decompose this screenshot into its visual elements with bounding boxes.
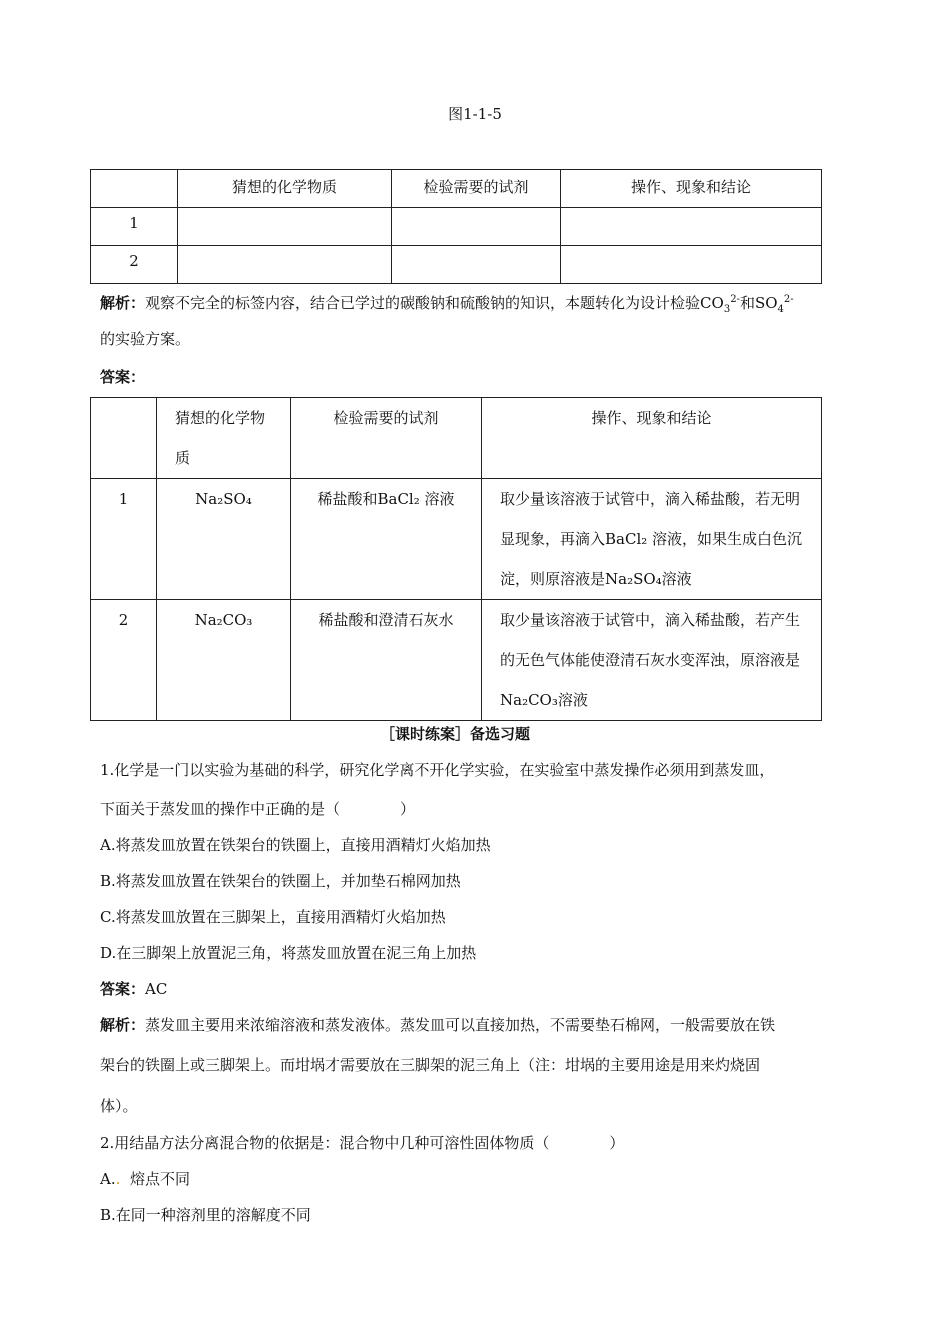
answer-label: 答案： (100, 368, 146, 386)
table-header-cell (91, 170, 178, 208)
option-c: C.将蒸发皿放置在三脚架上，直接用酒精灯火焰加热 (100, 908, 446, 926)
table-header-row (91, 398, 822, 479)
table-header-cell: 检验需要的试剂 (291, 398, 482, 479)
option-b: B.将蒸发皿放置在铁架台的铁圈上，并加垫石棉网加热 (100, 872, 461, 890)
question-1-stem-cont: 下面关于蒸发皿的操作中正确的是（ ） (100, 800, 416, 818)
table-header-row (91, 170, 822, 208)
question-1-analysis: 解析：蒸发皿主要用来浓缩溶液和蒸发液体。蒸发皿可以直接加热，不需要垫石棉网，一般需要放在铁 (100, 1016, 776, 1034)
table-cell: 取少量该溶液于试管中，滴入稀盐酸，若产生的无色气体能使澄清石灰水变浑浊，原溶液是Na₂CO₃溶液 (482, 600, 822, 721)
question-1-analysis-end: 体）。 (100, 1097, 138, 1115)
question-1-answer: 答案：AC (100, 980, 168, 998)
question-1-analysis-cont: 架台的铁圈上或三脚架上。而坩埚才需要放在三脚架的泥三角上（注：坩埚的主要用途是用来灼烧固 (100, 1056, 761, 1074)
analysis-text: 观察不完全的标签内容，结合已学过的碳酸钠和硫酸钠的知识，本题转化为设计检验 (145, 294, 701, 312)
table-row (91, 479, 822, 600)
table-cell: 稀盐酸和BaCl₂ 溶液 (291, 479, 482, 600)
option-a: A.将蒸发皿放置在铁架台的铁圈上，直接用酒精灯火焰加热 (100, 836, 491, 854)
table-row (91, 208, 822, 246)
option-d: D.在三脚架上放置泥三角，将蒸发皿放置在泥三角上加热 (100, 944, 477, 962)
question-2-stem: 2.用结晶方法分离混合物的依据是：混合物中几种可溶性固体物质（ ） (100, 1134, 625, 1152)
table-cell (178, 246, 392, 284)
table-cell: Na₂CO₃ (157, 600, 291, 721)
table-cell (178, 208, 392, 246)
table-cell (561, 246, 822, 284)
table-row (91, 246, 822, 284)
table-header-cell: 操作、现象和结论 (561, 170, 822, 208)
sulfate-ion: $SO_4^{2-}$ (754, 294, 794, 315)
table-cell (561, 208, 822, 246)
table-header-cell: 操作、现象和结论 (482, 398, 822, 479)
table-cell: 2 (91, 600, 157, 721)
table-header-cell: 猜想的化学物质 (157, 398, 291, 479)
table-cell: 1 (91, 208, 178, 246)
section-title: ［课时练案］备选习题 (379, 725, 530, 743)
table-header-cell (91, 398, 157, 479)
analysis-continuation: 的实验方案。 (100, 330, 191, 348)
table-header-cell: 检验需要的试剂 (392, 170, 561, 208)
table-row (91, 600, 822, 721)
table-cell: 2 (91, 246, 178, 284)
table-cell: Na₂SO₄ (157, 479, 291, 600)
blank-experiment-table (90, 169, 822, 284)
answer-table (90, 397, 822, 721)
option-b: B.在同一种溶剂里的溶解度不同 (100, 1206, 311, 1224)
question-1-stem: 1.化学是一门以实验为基础的科学，研究化学离不开化学实验，在实验室中蒸发操作必须用到蒸发皿， (100, 761, 775, 779)
stray-dot: . (115, 1170, 121, 1188)
table-cell (392, 208, 561, 246)
table-header-cell: 猜想的化学物质 (178, 170, 392, 208)
figure-caption: 图1-1-5 (448, 105, 502, 123)
table-cell: 取少量该溶液于试管中，滴入稀盐酸，若无明显现象，再滴入BaCl₂ 溶液，如果生成白色沉淀，则原溶液是Na₂SO₄溶液 (482, 479, 822, 600)
table-cell (392, 246, 561, 284)
table-cell: 稀盐酸和澄清石灰水 (291, 600, 482, 721)
table-cell: 1 (91, 479, 157, 600)
carbonate-ion: $CO_3^{2-}$ (700, 294, 740, 315)
option-a: A.. 熔点不同 (100, 1170, 190, 1188)
analysis-label: 解析： (100, 294, 146, 312)
analysis-paragraph: 解析：观察不完全的标签内容，结合已学过的碳酸钠和硫酸钠的知识，本题转化为设计检验$CO_3^{2-}$和$SO_4^{2-}$ (100, 294, 794, 315)
